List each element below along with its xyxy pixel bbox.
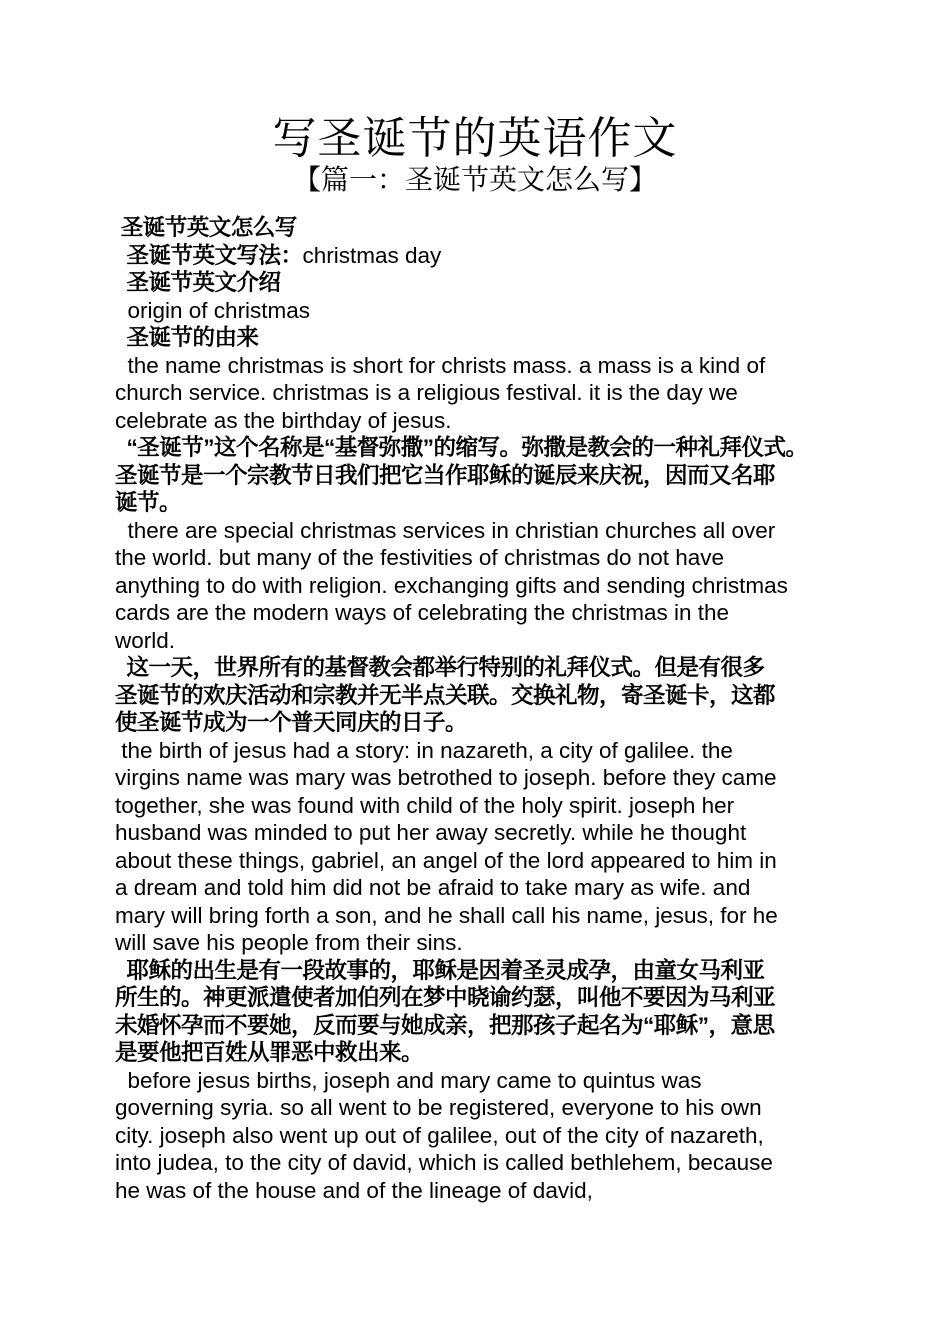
text-line <box>115 874 840 902</box>
text-line-content: the birth of jesus had a story: in nazareth, a city of galilee. the <box>115 737 733 763</box>
text-line <box>115 242 840 270</box>
text-line-content: 这一天，世界所有的基督教会都举行特别的礼拜仪式。但是有很多 <box>115 655 765 680</box>
text-line-content: world. <box>115 627 176 653</box>
text-line <box>115 379 840 407</box>
text-line <box>115 737 840 765</box>
text-line <box>115 1039 840 1067</box>
text-line-content: 使圣诞节成为一个普天同庆的日子。 <box>115 710 468 735</box>
text-line-content: a dream and told him did not be afraid to take mary as wife. and <box>115 875 751 900</box>
text-line <box>115 984 840 1012</box>
text-line-content: anything to do with religion. exchanging gifts and sending christmas <box>115 572 788 598</box>
text-line-content: about these things, gabriel, an angel of the lord appeared to him in <box>115 847 777 873</box>
text-line <box>115 929 840 957</box>
text-line-content: 圣诞节英文怎么写 <box>115 215 297 240</box>
text-line-content: 耶稣的出生是有一段故事的，耶稣是因着圣灵成孕，由童女马利亚 <box>115 957 765 983</box>
text-line-content: before jesus births, joseph and mary came to quintus was <box>115 1067 702 1093</box>
text-line <box>115 489 840 517</box>
text-line-content: 是要他把百姓从罪恶中救出来。 <box>115 1040 424 1065</box>
text-line-content: 圣诞节是一个宗教节日我们把它当作耶稣的诞辰来庆祝，因而又名耶 <box>115 462 776 488</box>
text-line <box>115 1177 840 1205</box>
document-subtitle: 【篇一：圣诞节英文怎么写】 <box>292 164 657 195</box>
text-line <box>115 902 840 930</box>
text-line <box>115 544 840 572</box>
text-line <box>115 654 840 682</box>
text-line-content: virgins name was mary was betrothed to joseph. before they came <box>115 765 777 790</box>
text-line <box>115 269 840 297</box>
text-line <box>115 297 840 325</box>
text-line <box>115 599 840 627</box>
text-line-content: together, she was found with child of the holy spirit. joseph her <box>115 792 735 818</box>
text-line-content: 圣诞节的由来 <box>115 325 259 350</box>
text-line <box>115 1067 840 1095</box>
text-line <box>115 792 840 820</box>
text-line-content: the world. but many of the festivities of christmas do not have <box>115 545 725 570</box>
text-line <box>115 352 840 380</box>
text-line-content: 圣诞节的欢庆活动和宗教并无半点关联。交换礼物，寄圣诞卡，这都 <box>115 682 776 708</box>
text-line-content: into judea, to the city of david, which is called bethlehem, because <box>115 1150 773 1175</box>
text-line-content: the name christmas is short for christs mass. a mass is a kind of <box>115 352 766 378</box>
text-line <box>115 819 840 847</box>
text-line <box>115 407 840 435</box>
text-line-content: husband was minded to put her away secretly. while he thought <box>115 820 747 845</box>
text-line-content: cards are the modern ways of celebrating the christmas in the <box>115 600 730 625</box>
text-line-content: there are special christmas services in christian churches all over <box>115 517 776 543</box>
text-line <box>115 682 840 710</box>
text-line-content: will save his people from their sins. <box>115 930 463 955</box>
text-line-content: origin of christmas <box>115 297 311 323</box>
text-line <box>115 214 840 242</box>
text-line <box>115 517 840 545</box>
text-line <box>115 627 840 655</box>
text-line <box>115 1012 840 1040</box>
text-line <box>115 462 840 490</box>
text-line-content: 诞节。 <box>115 490 182 515</box>
text-line <box>115 1122 840 1150</box>
text-line-content: city. joseph also went up out of galilee, out of the city of nazareth, <box>115 1122 764 1148</box>
text-line <box>115 1149 840 1177</box>
text-line <box>115 434 840 462</box>
text-line-content: 圣诞节英文写法： <box>115 242 303 268</box>
text-line-content: 所生的。神更派遣使者加伯列在梦中晓谕约瑟，叫他不要因为马利亚 <box>115 985 776 1010</box>
text-line-content: “圣诞节”这个名称是“基督弥撒”的缩写。弥撒是教会的一种礼拜仪式。 <box>115 435 808 460</box>
text-line <box>115 709 840 737</box>
text-line-content: 圣诞节英文介绍 <box>115 270 281 295</box>
text-line <box>115 572 840 600</box>
text-line <box>115 957 840 985</box>
text-line <box>115 847 840 875</box>
text-line <box>115 764 840 792</box>
text-line <box>115 1094 840 1122</box>
document-body <box>115 214 840 1204</box>
text-line-suffix: christmas day <box>302 242 442 268</box>
text-line <box>115 324 840 352</box>
text-line-content: governing syria. so all went to be registered, everyone to his own <box>115 1095 762 1120</box>
text-line-content: he was of the house and of the lineage of david, <box>115 1177 593 1203</box>
text-line-content: mary will bring forth a son, and he shall call his name, jesus, for he <box>115 902 778 928</box>
text-line-content: celebrate as the birthday of jesus. <box>115 407 452 433</box>
document-title: 写圣诞节的英语作文 <box>272 114 678 163</box>
text-line-content: 未婚怀孕而不要她，反而要与她成亲，把那孩子起名为“耶稣”，意思 <box>115 1012 775 1038</box>
text-line-content: church service. christmas is a religious festival. it is the day we <box>115 380 738 405</box>
